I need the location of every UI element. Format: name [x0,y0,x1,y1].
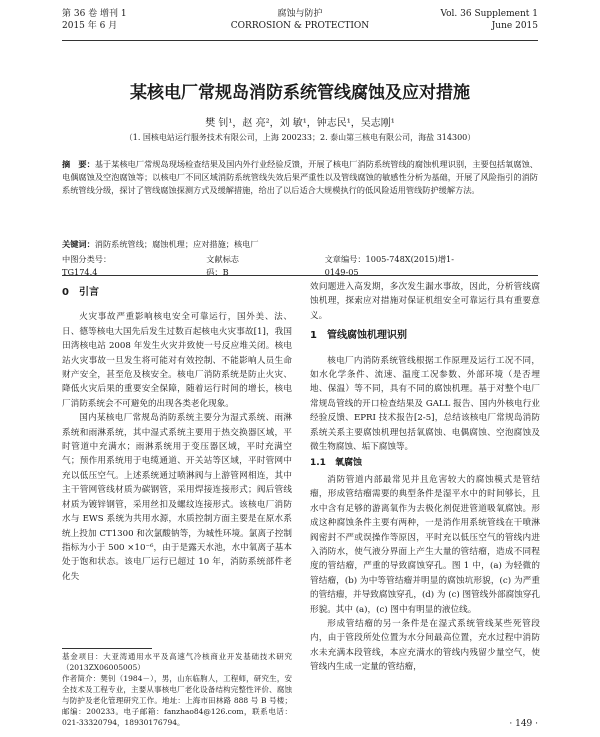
abstract [62,158,538,197]
clc-number: 中图分类号：TG174.4 [62,254,112,277]
paper-title: 某核电厂常规岛消防系统管线腐蚀及应对措施 [130,83,470,103]
keywords [62,238,538,251]
author-list: 樊 钊¹，赵 亮²，刘 敏¹，钟志民¹，吴志刚¹ [205,118,395,129]
intro-paragraph-2: 国内某核电厂常规岛消防系统主要分为湿式系统、雨淋系统和雨淋系统，其中湿式系统主要用于热交换器区域，平时管道中充满水；雨淋系统用于变压器区域，平时充满空气；预作用系统用于电缆通道、开关站等区域，平时管网中充以低压空气。上述系统通过喷淋阀与上游管网相连，其中主干管网管线材质为碳钢管，采用焊接连接形式；阀后管线材质为镀锌钢管，采用丝扣及螺纹连接形式。该核电厂消防水与 EWS 系统为共用水源，水质控制方面主要是在原水系统上投加 CT1300 和次氯酸钠等，为城性环境。氯离子控制指标为小于 500 ×10⁻⁶，由于是露天水池，水中氧离子基本处于饱和状态。该电厂运行已超过 10 年，消防系统部件老化失 [62,413,292,582]
section-1-heading: 1 管线腐蚀机理识别 [310,330,407,342]
volume-line: 第 36 卷 增刊 1 [62,9,127,19]
section-0-heading: 0 引言 [62,287,99,298]
fund-note: 基金项目：大亚湾通用水平及高速气冷核商业开发基础技术研究（2013ZX06005005） [62,652,292,672]
date-line-en: June 2015 [491,21,538,31]
subsection-1-1-heading: 1.1 氧腐蚀 [310,458,362,469]
journal-name-en: CORROSION & PROTECTION [230,21,370,31]
keywords-label: 关键词： [62,239,95,249]
journal-name-cn: 腐蚀与防护 [277,9,323,19]
footnote-rule [62,648,152,649]
document-code: 文献标志码：B [206,254,239,277]
section-1-paragraph-1: 核电厂内消防系统管线根据工作原理及运行工况不同，如水化学条件、流速、温度工况参数、外部环境（是否埋地、保温）等不同，具有不同的腐蚀机理。基于对整个电厂常规岛管线的开口检查结果及 GALL 报告、国内外核电行业经验反馈、EPRI 技术报告[2-5]，总结该核电厂常规岛消防系统关系主要腐蚀机理包括氧腐蚀、电偶腐蚀、空泡腐蚀及微生物腐蚀、垢下腐蚀等。 [310,355,540,453]
abstract-text: 基于某核电厂常规岛现场检查结果及国内外行业经验反馈，开展了核电厂消防系统管线的腐蚀机理识别，主要包括氧腐蚀、电偶腐蚀及空泡腐蚀等；以核电厂不同区域消防系统管线失效后果严重性以及管线腐蚀的敏感性分析为基础，开展了风险指引的消防系统管线分级，探讨了管线腐蚀探测方式及缓解措施，给出了以后适合大规模执行的低风险适用管线防护缓解方法。 [62,159,538,195]
intro-continuation: 效问题进入高发期，多次发生漏水事故，因此，分析管线腐蚀机理，探索应对措施对保证机组安全可靠运行具有重要意义。 [310,282,540,321]
article-number: 文章编号：1005-748X(2015)增1-0149-05 [324,254,454,277]
date-line: 2015 年 6 月 [62,21,118,31]
left-column [62,280,292,584]
section-1-1-paragraph-2: 形成管结瘤的另一条件是在湿式系统管线某些死管段内，由于管段所处位置为水分间最高位置，充水过程中消防水未充满本段管线，本应充满水的管线内残留少量空气，使管线内生成一定量的管结瘤， [310,618,540,673]
abstract-label: 摘 要： [62,159,95,169]
affiliation: （1. 国核电站运行服务技术有限公司，上海 200233；2. 泰山第三核电有限公司，海盐 314300） [124,133,476,142]
intro-paragraph-1: 火灾事故严重影响核电安全可靠运行，国外美、法、日、德等核电大国先后发生过数百起核电火灾事故[1]，我国田湾核电站 2008 年发生火灾并致使一号反应堆关闭。核电站火灾事故一旦发生将可能对有效控制、不能影响人员生命财产安全，甚至危及核安全。核电厂消防系统是防止火灾、降低火灾后果的重要安全保障，随着运行时间的增长，核电厂消防系统会不可避免的出现各类老化现象。 [62,312,292,409]
meta-rule [62,275,538,276]
running-header [62,8,538,48]
volume-line-en: Vol. 36 Supplement 1 [440,9,538,19]
section-1-1-paragraph-1: 消防管道内部最常见并且危害较大的腐蚀模式是管结瘤，形成管结瘤需要的典型条件是湿平水中的时间够长，且水中含有足够的游离氧作为去极化剂促进管道吸氧腐蚀。形成这种腐蚀条件主要有两种，一是消作用系统管线在干喷淋阀密封不严或误操作等原因，平时充以低压空气的管线内进入消防水，使气液分界面上产生大量的管结瘤，造成不同程度的管结瘤，严重的导致腐蚀穿孔。图 1 中，(a) 为轻微的管结瘤，(b) 为中等管结瘤并明显的腐蚀坑形貌，(c) 为严重的管结瘤，并导致腐蚀穿孔，(d) 为 (c) 图管线外部腐蚀穿孔形貌。其中 (a)，(c) 图中有明显的液位线。 [310,474,540,615]
keywords-text: 消防系统管线；腐蚀机理；应对措施；核电厂 [94,239,259,249]
right-column [310,280,540,675]
journal-volume-en [440,8,538,32]
footnote [62,651,292,728]
header-rule [62,40,538,41]
page-number: · 149 · [509,719,538,729]
author-bio: 作者简介：樊钊（1984－），男，山东临朐人，工程师，研究生，安全技术及工程专业，主要从事核电厂老化设备结构完整性评价、腐蚀与防护及老化管理研究工作。地址：上海市田林路 888 号 B 号楼；邮编：200233。电子邮箱：fanzhao84@126.com，联系电话：021-33320794，18930176794。 [62,674,292,727]
